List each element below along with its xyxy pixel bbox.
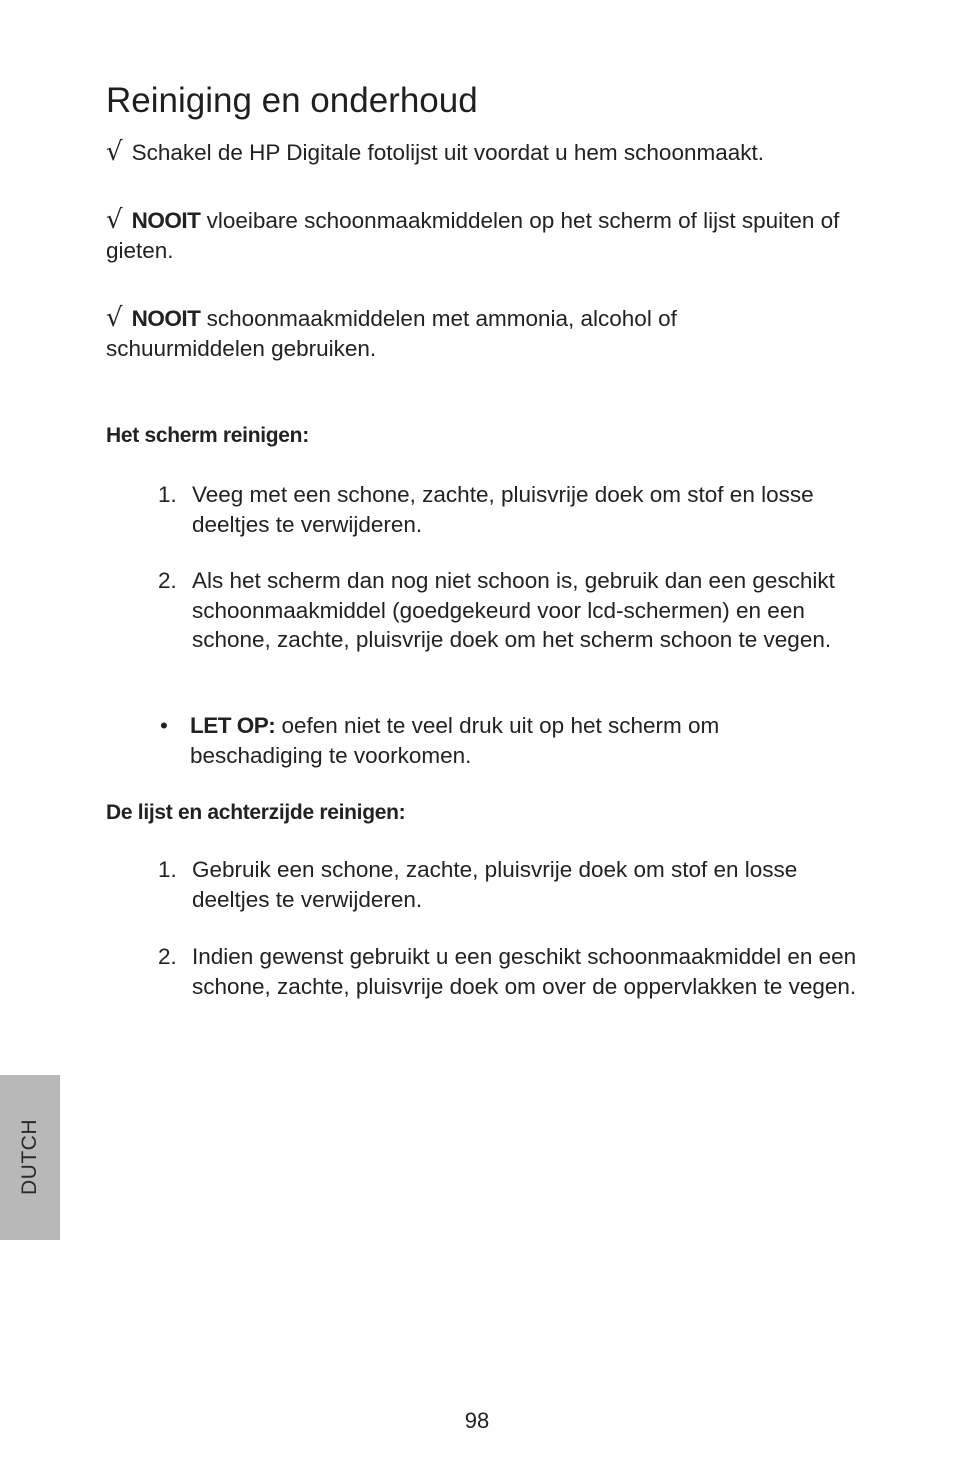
- page-title: Reiniging en onderhoud: [106, 81, 478, 121]
- page-number: 98: [464, 1408, 490, 1433]
- checkmark-icon: √: [106, 137, 123, 167]
- step-number: 1.: [158, 857, 177, 882]
- step-number: 2.: [158, 568, 177, 593]
- checkmark-icon: √: [106, 205, 123, 235]
- precaution-text: vloeibare schoonmaakmiddelen op het scherm of lijst spuiten of gieten.: [106, 208, 840, 263]
- precaution-item-3: [106, 304, 726, 363]
- screen-step-2: [158, 566, 856, 655]
- screen-cleaning-heading: Het scherm reinigen:: [106, 424, 309, 447]
- caution-text: oefen niet te veel druk uit op het scherm om beschadiging te voorkomen.: [190, 713, 720, 768]
- precaution-item-2: [106, 206, 866, 265]
- language-tab-label: DUTCH: [18, 1119, 41, 1195]
- precaution-emphasis: NOOIT: [131, 208, 201, 233]
- frame-cleaning-heading: De lijst en achterzijde reinigen:: [106, 801, 406, 824]
- frame-step-1: [158, 855, 848, 914]
- screen-caution-note: [160, 711, 760, 770]
- precaution-text: Schakel de HP Digitale fotolijst uit voordat u hem schoonmaakt.: [131, 140, 764, 165]
- step-text: Indien gewenst gebruikt u een geschikt schoonmaakmiddel en een schone, zachte, pluisvrije doek om over de oppervlakken te vegen.: [192, 944, 857, 999]
- bullet-icon: •: [160, 713, 168, 738]
- step-text: Als het scherm dan nog niet schoon is, gebruik dan een geschikt schoonmaakmiddel (goedgekeurd voor lcd-schermen) en een schone, zachte, pluisvrije doek om het scherm schoon te vegen.: [192, 568, 835, 652]
- screen-step-1: [158, 480, 848, 539]
- precaution-text: schoonmaakmiddelen met ammonia, alcohol of schuurmiddelen gebruiken.: [106, 306, 677, 361]
- step-text: Gebruik een schone, zachte, pluisvrije doek om stof en losse deeltjes te verwijderen.: [192, 857, 798, 912]
- caution-label: LET OP:: [190, 713, 276, 738]
- step-number: 1.: [158, 482, 177, 507]
- precaution-emphasis: NOOIT: [131, 306, 201, 331]
- frame-step-2: [158, 942, 858, 1001]
- step-text: Veeg met een schone, zachte, pluisvrije doek om stof en losse deeltjes te verwijderen.: [192, 482, 814, 537]
- precaution-item-1: [106, 138, 866, 168]
- checkmark-icon: √: [106, 303, 123, 333]
- step-number: 2.: [158, 944, 177, 969]
